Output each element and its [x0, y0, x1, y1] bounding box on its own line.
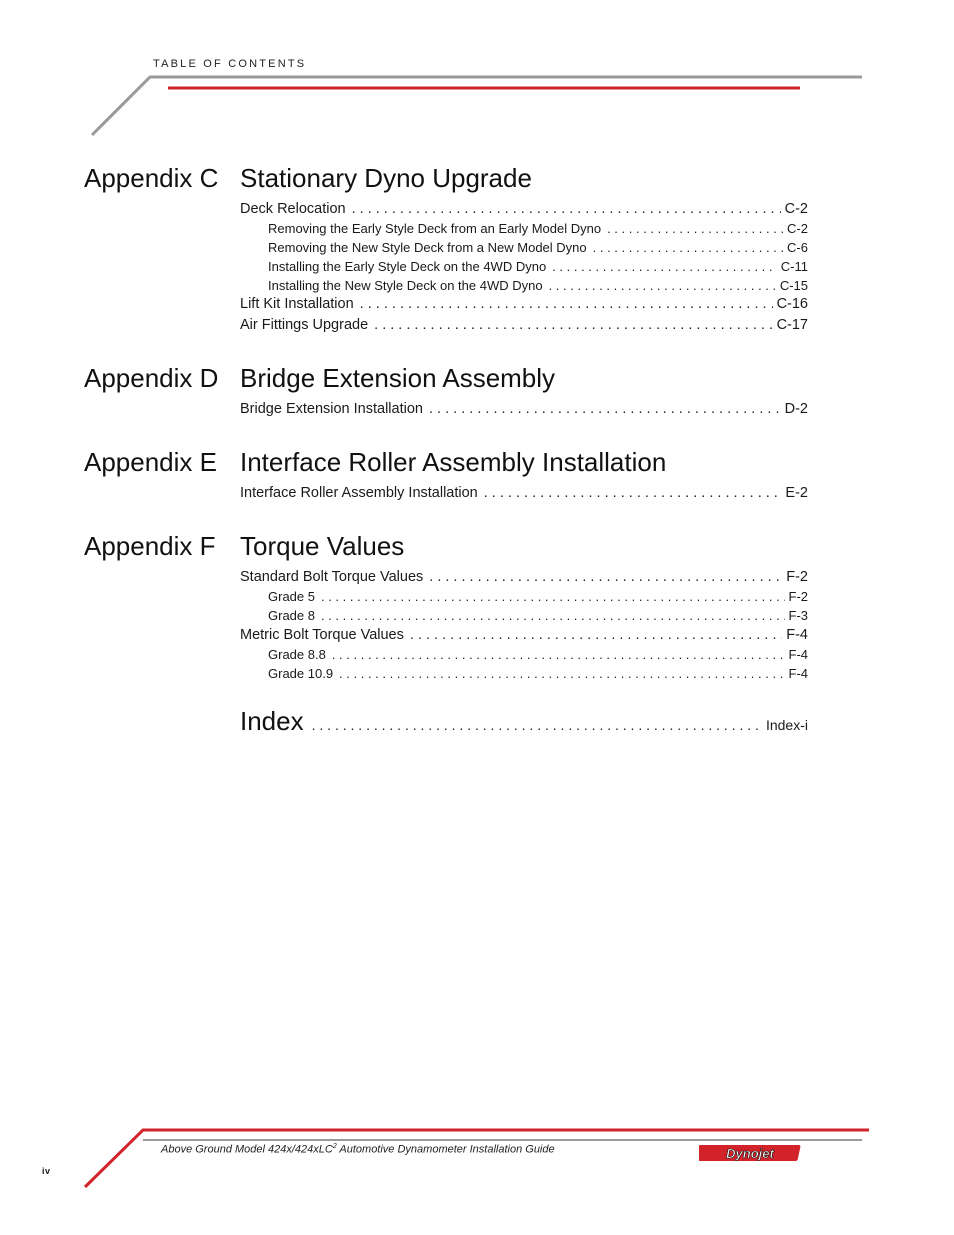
toc-entry-label: Lift Kit Installation [240, 296, 354, 312]
toc-entry-label: Removing the New Style Deck from a New Model Dyno [268, 240, 587, 255]
dot-leader [484, 486, 782, 501]
appendix-e-title: Interface Roller Assembly Installation [240, 447, 667, 477]
toc-entry-page: F-4 [786, 627, 808, 643]
appendix-d-label: Appendix D [84, 363, 219, 393]
index-title: Index [240, 706, 304, 736]
dot-leader [593, 241, 783, 254]
toc-entry[interactable] [240, 318, 808, 333]
toc-entry[interactable] [240, 402, 808, 417]
toc-subentry[interactable] [268, 667, 808, 680]
toc-entry-label: Removing the Early Style Deck from an Early Model Dyno [268, 221, 602, 236]
toc-entry-label: Interface Roller Assembly Installation [240, 485, 478, 501]
toc-entry-page: C-17 [776, 317, 808, 333]
page-number: iv [42, 1166, 51, 1176]
toc-entry-page: C-2 [787, 221, 808, 236]
guide-title-rest: Automotive Dynamometer Installation Guide [336, 1143, 555, 1156]
appendix-c-label: Appendix C [84, 163, 219, 193]
toc-entry-label: Installing the New Style Deck on the 4WD Dyno [268, 278, 543, 293]
appendix-f-title: Torque Values [240, 531, 405, 561]
dot-leader [360, 297, 773, 312]
toc-entry-page: C-6 [787, 240, 808, 255]
dot-leader [352, 202, 781, 217]
guide-title-main: Above Ground Model 424x/424xLC [161, 1143, 333, 1156]
toc-subentry[interactable] [268, 609, 808, 622]
guide-title-superscript: 2 [332, 1143, 337, 1150]
toc-entry-page: F-4 [788, 647, 808, 662]
toc-entry-label: Deck Relocation [240, 201, 346, 217]
toc-entry-page: E-2 [785, 485, 808, 501]
toc-subentry[interactable] [268, 260, 808, 273]
toc-entry-page: C-15 [779, 278, 808, 293]
logo-wordmark: Dynojet [726, 1146, 774, 1161]
index-page: Index-i [765, 717, 808, 733]
toc-entry-page: C-11 [780, 259, 808, 274]
toc-subentry[interactable] [268, 648, 808, 661]
dot-leader [332, 648, 785, 661]
toc-entry-label: Bridge Extension Installation [240, 401, 423, 417]
toc-entry[interactable] [240, 570, 808, 585]
toc-entry-label: Installing the Early Style Deck on the 4WD Dyno [268, 259, 547, 274]
toc-subentry[interactable] [268, 590, 808, 603]
toc-subentry[interactable] [268, 279, 808, 292]
appendix-c-title: Stationary Dyno Upgrade [240, 163, 532, 193]
toc-entry-label: Standard Bolt Torque Values [240, 569, 424, 585]
toc-entry-page: F-2 [788, 589, 808, 604]
toc-entry-label: Grade 8.8 [268, 647, 326, 662]
dot-leader [321, 609, 785, 622]
guide-title [161, 1143, 555, 1156]
section-label: TABLE OF CONTENTS [153, 58, 307, 70]
toc-entry[interactable] [240, 486, 808, 501]
dot-leader [429, 570, 782, 585]
dot-leader [374, 318, 772, 333]
dot-leader [339, 667, 784, 680]
dot-leader [429, 402, 781, 417]
toc-entry-page: D-2 [784, 401, 808, 417]
appendix-d-title: Bridge Extension Assembly [240, 363, 556, 393]
toc-entry-label: Metric Bolt Torque Values [240, 627, 404, 643]
appendix-e-label: Appendix E [84, 447, 217, 477]
toc-entry-page: C-16 [776, 296, 808, 312]
toc-entry-page: F-3 [788, 608, 808, 623]
appendix-f-label: Appendix F [84, 531, 216, 561]
dynojet-logo [699, 1144, 801, 1162]
toc-entry-label: Grade 10.9 [268, 666, 334, 681]
toc-entry[interactable] [240, 202, 808, 217]
dot-leader [549, 279, 776, 292]
toc-entry-page: F-2 [786, 569, 808, 585]
dot-leader [312, 718, 762, 732]
dot-leader [410, 628, 782, 643]
toc-subentry[interactable] [268, 222, 808, 235]
toc-entry-label: Air Fittings Upgrade [240, 317, 369, 333]
header-rule-graphic [0, 0, 954, 140]
toc-entry[interactable] [240, 297, 808, 312]
toc-entry[interactable] [240, 628, 808, 643]
toc-entry-page: F-4 [788, 666, 808, 681]
dot-leader [552, 260, 777, 273]
toc-entry-label: Grade 5 [268, 589, 315, 604]
toc-index-entry[interactable] [240, 708, 808, 734]
toc-entry-label: Grade 8 [268, 608, 315, 623]
toc-entry-page: C-2 [784, 201, 808, 217]
dot-leader [607, 222, 783, 235]
dot-leader [321, 590, 785, 603]
toc-subentry[interactable] [268, 241, 808, 254]
